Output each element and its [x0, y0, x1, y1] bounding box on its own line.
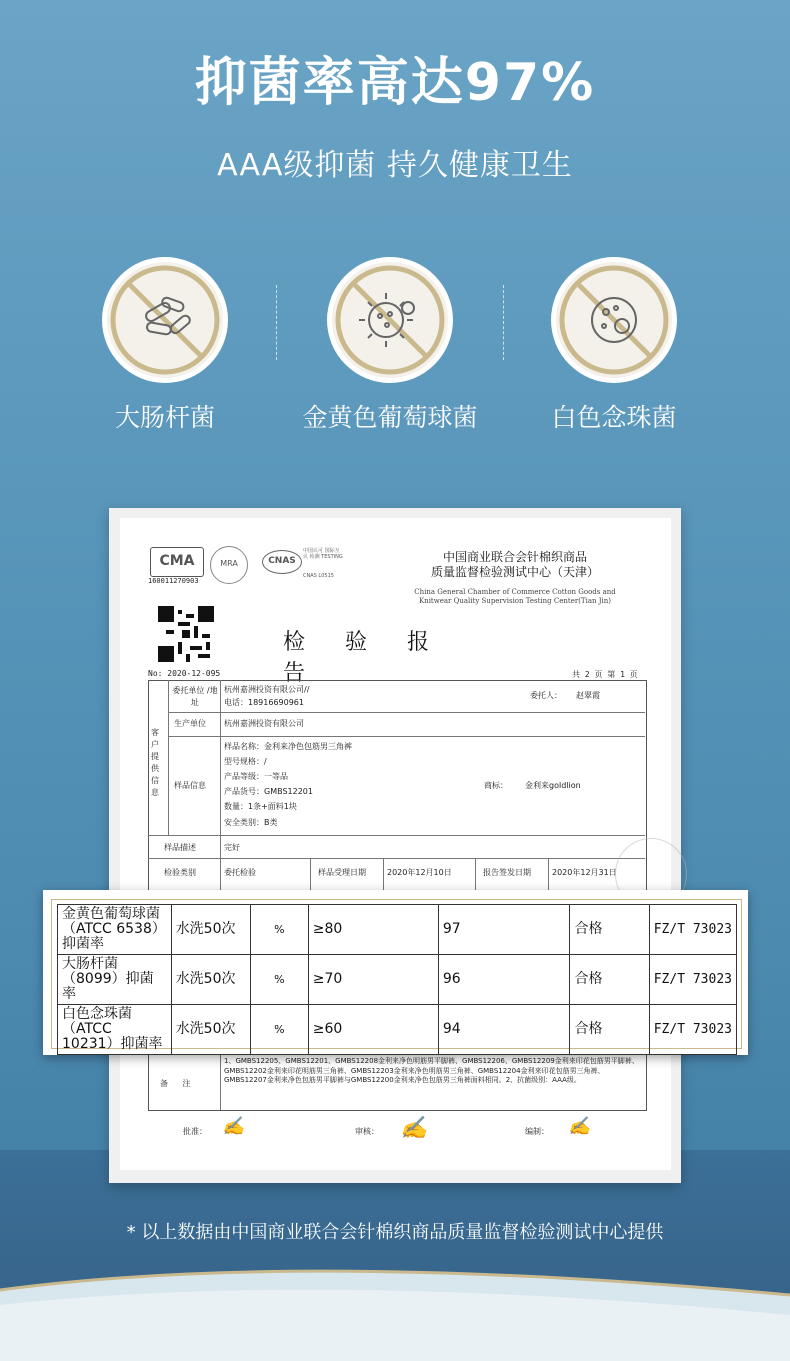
- cnas-number: CNAS L0515: [303, 573, 334, 579]
- compile-label: 编制：: [525, 1127, 549, 1136]
- result-item: 金黄色葡萄球菌（ATCC 6538）抑菌率: [58, 905, 172, 955]
- org-name-line: 质量监督检验测试中心（天津）: [430, 565, 599, 579]
- sample-line: 产品货号：GMBS12201: [224, 787, 313, 796]
- rod-bacteria-icon: [107, 262, 223, 378]
- cnas-logo: CNAS: [262, 550, 302, 574]
- side-label: 客户提供信息: [151, 728, 159, 797]
- result-condition: 水洗50次: [171, 1005, 250, 1055]
- coccus-bacteria-icon: [332, 262, 448, 378]
- page-subtitle: AAA级抑菌 持久健康卫生: [217, 148, 573, 183]
- footer-note: * 以上数据由中国商业联合会针棉织商品质量监督检验测试中心提供: [126, 1222, 664, 1243]
- result-requirement: ≥80: [308, 905, 438, 955]
- entrust-person: 赵翠霞: [576, 691, 600, 700]
- result-item: 白色念珠菌（ATCC 10231）抑菌率: [58, 1005, 172, 1055]
- sample-line: 型号规格：/: [224, 757, 267, 766]
- type-value: 委托检验: [224, 868, 256, 877]
- bacteria-label: 金黄色葡萄球菌: [302, 403, 478, 432]
- result-verdict: 合格: [570, 905, 649, 955]
- org-name-line: 中国商业联合会针棉织商品: [442, 550, 587, 564]
- approve-signature: ✍: [222, 1116, 245, 1137]
- table-row: [58, 1005, 737, 1055]
- review-signature: ✍: [400, 1116, 428, 1141]
- report-number: No: 2020-12-095: [148, 669, 221, 678]
- results-table: [57, 904, 737, 1055]
- sample-line: 样品名称：金利来净色包筋男三角裤: [224, 742, 352, 751]
- result-condition: 水洗50次: [171, 905, 250, 955]
- table-row: [58, 955, 737, 1005]
- sample-line: 产品等级：一等品: [224, 772, 288, 781]
- org-name-line: China General Chamber of Commerce Cotton Goods and: [414, 588, 616, 596]
- qr-code: [158, 606, 214, 662]
- brand-label: 商标：: [484, 781, 508, 790]
- ilac-mra-logo: MRA: [210, 546, 248, 584]
- cma-number: 160011270903: [148, 577, 199, 585]
- client-phone: 电话：18916690961: [224, 698, 304, 707]
- org-name-cn: [395, 550, 635, 580]
- notes-text: 1、GMBS12205、GMBS12201、GMBS12208金利来净色明筋男平脚裤、GMBS12206、GMBS12209金利来印花包筋男平脚裤、GMBS12202金利来印花明筋男三角裤、GMBS12203金利来净色明筋男三角裤、GMBS12204金利来印花包筋男三角裤、GMBS12207金利来净色包筋男平脚裤与GMBS12200金利来净色包筋男三角裤面料相同。2、抗菌级别：AAA级。: [224, 1057, 639, 1084]
- decorative-wave: [0, 1260, 790, 1361]
- issue-label: 报告签发日期: [483, 868, 531, 877]
- result-requirement: ≥60: [308, 1005, 438, 1055]
- producer-label: 生产单位: [174, 719, 206, 728]
- cnas-text: 中国认可 国际互认 检测 TESTING: [303, 548, 343, 560]
- desc-label: 样品描述: [164, 843, 196, 852]
- recv-value: 2020年12月10日: [387, 868, 452, 877]
- recv-label: 样品受理日期: [318, 868, 366, 877]
- result-verdict: 合格: [570, 955, 649, 1005]
- notes-label: 备 注: [160, 1079, 197, 1088]
- org-name-line: Knitwear Quality Supervision Testing Center(Tian Jin): [418, 597, 612, 605]
- result-unit: %: [251, 955, 309, 1005]
- result-standard: FZ/T 73023: [649, 905, 736, 955]
- cma-logo: CMA: [150, 547, 204, 577]
- result-item: 大肠杆菌（8099）抑菌率: [58, 955, 172, 1005]
- bacteria-icons: [0, 262, 790, 442]
- desc-value: 完好: [224, 843, 240, 852]
- result-unit: %: [251, 1005, 309, 1055]
- issue-value: 2020年12月31日: [552, 868, 617, 877]
- entrust-person-label: 委托人：: [530, 691, 562, 700]
- result-standard: FZ/T 73023: [649, 955, 736, 1005]
- type-label: 检验类别: [164, 868, 196, 877]
- bacteria-label: 白色念珠菌: [551, 403, 677, 432]
- org-name-en: [395, 588, 635, 606]
- result-unit: %: [251, 905, 309, 955]
- client-label: 委托单位 /地址: [172, 686, 218, 707]
- brand-value: 金利来goldlion: [525, 781, 581, 790]
- bacteria-item-ecoli: [50, 262, 280, 434]
- compile-signature: ✍: [568, 1116, 591, 1137]
- report-title: 检验报告: [283, 630, 470, 686]
- bacteria-label: 大肠杆菌: [114, 403, 215, 432]
- sample-info-label: 样品信息: [174, 781, 206, 790]
- result-condition: 水洗50次: [171, 955, 250, 1005]
- review-label: 审核：: [355, 1127, 379, 1136]
- sample-line: 安全类别：B类: [224, 818, 278, 827]
- page-title: 抑菌率高达97%: [194, 53, 596, 113]
- result-value: 96: [438, 955, 570, 1005]
- client-value: 杭州嘉洲投资有限公司//: [224, 685, 310, 694]
- report-pages: 共 2 页 第 1 页: [572, 670, 638, 679]
- result-standard: FZ/T 73023: [649, 1005, 736, 1055]
- producer-value: 杭州嘉洲投资有限公司: [224, 719, 304, 728]
- result-value: 94: [438, 1005, 570, 1055]
- result-verdict: 合格: [570, 1005, 649, 1055]
- result-requirement: ≥70: [308, 955, 438, 1005]
- bacteria-item-staph: [275, 262, 505, 434]
- candida-icon: [556, 262, 672, 378]
- approve-label: 批准：: [183, 1127, 207, 1136]
- bacteria-item-candida: [499, 262, 729, 434]
- sample-line: 数量：1条+面料1块: [224, 802, 297, 811]
- table-row: [58, 905, 737, 955]
- result-value: 97: [438, 905, 570, 955]
